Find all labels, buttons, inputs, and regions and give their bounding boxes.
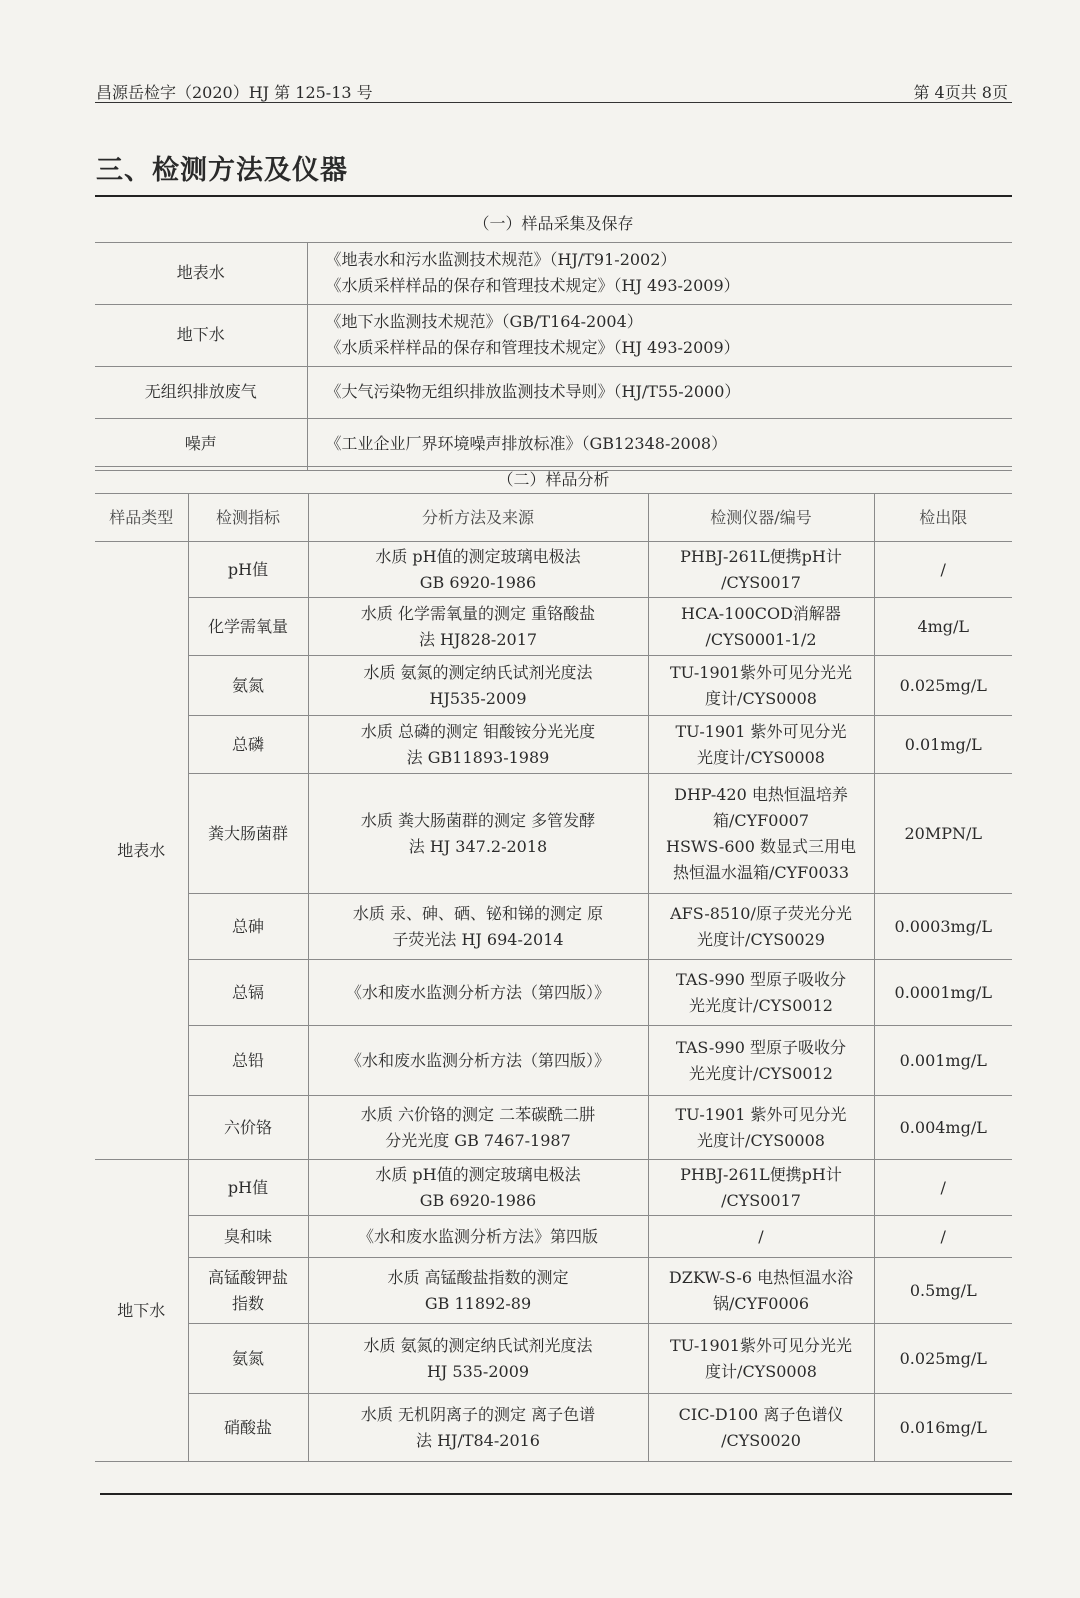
standard-line: 《工业企业厂界环境噪声排放标准》（GB12348-2008） xyxy=(325,434,728,453)
indicator-cell xyxy=(188,542,308,598)
header-divider xyxy=(95,102,1012,103)
detection-limit: 20MPN/L xyxy=(874,774,1012,894)
indicator-line: pH值 xyxy=(227,1177,269,1197)
method-cell xyxy=(308,598,648,656)
indicator-cell xyxy=(188,656,308,716)
indicator-cell xyxy=(188,894,308,960)
instrument-cell xyxy=(648,598,874,656)
indicator-cell xyxy=(188,716,308,774)
method-cell xyxy=(308,1096,648,1160)
sample-type: 地表水 xyxy=(95,242,307,304)
method-line: 《水和废水监测分析方法》第四版 xyxy=(357,1226,598,1246)
indicator-line: 氨氮 xyxy=(231,675,264,695)
indicator-cell xyxy=(188,1160,308,1216)
detection-limit: 0.016mg/L xyxy=(874,1394,1012,1462)
instrument-line: TU-1901紫外可见分光光 xyxy=(669,662,852,682)
instrument-cell xyxy=(648,1160,874,1216)
analysis-row xyxy=(95,1324,1012,1394)
instrument-line: DHP-420 电热恒温培养 xyxy=(674,784,848,804)
instrument-line: 光光度计/CYS0012 xyxy=(689,1063,833,1083)
indicator-line: 硝酸盐 xyxy=(223,1417,272,1437)
standard-line: 《水质采样样品的保存和管理技术规定》（HJ 493-2009） xyxy=(325,276,740,295)
method-line: 水质 氨氮的测定纳氏试剂光度法 xyxy=(363,1335,593,1355)
column-header: 检出限 xyxy=(874,494,1012,542)
sample-type-cell: 地表水 xyxy=(95,542,188,1160)
sampling-table xyxy=(95,206,1012,471)
instrument-line: 光光度计/CYS0012 xyxy=(689,995,833,1015)
instrument-line: AFS-8510/原子荧光分光 xyxy=(670,903,852,923)
sampling-heading-row xyxy=(95,206,1012,242)
sampling-standard xyxy=(307,418,1012,470)
sampling-standard xyxy=(307,366,1012,418)
sample-type: 地下水 xyxy=(95,304,307,366)
method-cell xyxy=(308,1258,648,1324)
indicator-cell xyxy=(188,598,308,656)
instrument-line: 热恒温水温箱/CYF0033 xyxy=(672,862,850,882)
sampling-row xyxy=(95,304,1012,366)
standard-line: 《水质采样样品的保存和管理技术规定》（HJ 493-2009） xyxy=(325,338,740,357)
method-line: 《水和废水监测分析方法（第四版）》 xyxy=(345,982,610,1002)
instrument-line: HSWS-600 数显式三用电 xyxy=(666,836,856,856)
indicator-line: 臭和味 xyxy=(223,1226,272,1246)
method-cell xyxy=(308,716,648,774)
analysis-row xyxy=(95,1160,1012,1216)
method-line: 水质 六价铬的测定 二苯碳酰二肼 xyxy=(360,1104,596,1124)
indicator-line: 高锰酸钾盐 xyxy=(207,1267,288,1287)
instrument-cell xyxy=(648,774,874,894)
method-line: 水质 pH值的测定玻璃电极法 xyxy=(375,1164,581,1184)
document-number: 昌源岳检字（2020）HJ 第 125-13 号 xyxy=(96,83,373,102)
instrument-line: 箱/CYF0007 xyxy=(712,810,810,830)
indicator-cell xyxy=(188,1324,308,1394)
instrument-line: 锅/CYF0006 xyxy=(712,1293,810,1313)
standard-line: 《地表水和污水监测技术规范》（HJ/T91-2002） xyxy=(325,250,677,269)
standard-line: 《地下水监测技术规范》（GB/T164-2004） xyxy=(325,312,643,331)
method-line: 水质 无机阴离子的测定 离子色谱 xyxy=(360,1404,596,1424)
instrument-line: /CYS0017 xyxy=(721,1190,801,1210)
analysis-row xyxy=(95,656,1012,716)
column-header-row xyxy=(95,494,1012,542)
analysis-row xyxy=(95,542,1012,598)
method-line: HJ535-2009 xyxy=(429,688,527,708)
standard-line: 《大气污染物无组织排放监测技术导则》（HJ/T55-2000） xyxy=(325,382,741,401)
indicator-line: pH值 xyxy=(227,559,269,579)
instrument-cell xyxy=(648,1394,874,1462)
instrument-line: 光度计/CYS0029 xyxy=(697,929,825,949)
method-line: 《水和废水监测分析方法（第四版）》 xyxy=(345,1050,610,1070)
analysis-row xyxy=(95,1394,1012,1462)
section-title: 三、检测方法及仪器 xyxy=(96,155,348,186)
instrument-line: PHBJ-261L便携pH计 xyxy=(680,1164,842,1184)
instrument-line: 度计/CYS0008 xyxy=(705,688,817,708)
bottom-rule xyxy=(100,1493,1012,1495)
method-cell xyxy=(308,960,648,1026)
sample-type-cell: 地下水 xyxy=(95,1160,188,1462)
sampling-heading: （一）样品采集及保存 xyxy=(95,206,1012,242)
method-line: 水质 汞、砷、硒、铋和锑的测定 原 xyxy=(352,903,604,923)
analysis-row xyxy=(95,716,1012,774)
instrument-cell xyxy=(648,1216,874,1258)
method-line: 法 HJ 347.2-2018 xyxy=(408,836,548,856)
analysis-row xyxy=(95,894,1012,960)
instrument-line: 光度计/CYS0008 xyxy=(697,747,825,767)
title-rule xyxy=(95,195,1012,197)
method-cell xyxy=(308,1324,648,1394)
indicator-cell xyxy=(188,1026,308,1096)
column-header: 分析方法及来源 xyxy=(308,494,648,542)
detection-limit: 0.5mg/L xyxy=(874,1258,1012,1324)
instrument-cell xyxy=(648,1096,874,1160)
indicator-line: 总镉 xyxy=(231,982,264,1002)
indicator-line: 六价铬 xyxy=(223,1117,272,1137)
method-line: 水质 粪大肠菌群的测定 多管发酵 xyxy=(360,810,596,830)
method-cell xyxy=(308,894,648,960)
instrument-line: /CYS0001-1/2 xyxy=(705,629,817,649)
method-line: 子荧光法 HJ 694-2014 xyxy=(392,929,564,949)
instrument-cell xyxy=(648,716,874,774)
method-line: 法 HJ/T84-2016 xyxy=(415,1430,540,1450)
detection-limit: 0.0003mg/L xyxy=(874,894,1012,960)
sampling-standard xyxy=(307,242,1012,304)
detection-limit: 4mg/L xyxy=(874,598,1012,656)
sampling-row xyxy=(95,242,1012,304)
indicator-line: 总砷 xyxy=(231,916,264,936)
method-cell xyxy=(308,1216,648,1258)
instrument-line: 度计/CYS0008 xyxy=(705,1361,817,1381)
method-line: GB 6920-1986 xyxy=(419,1190,537,1210)
instrument-line: HCA-100COD消解器 xyxy=(681,603,841,623)
method-line: 水质 化学需氧量的测定 重铬酸盐 xyxy=(360,603,596,623)
indicator-line: 总铅 xyxy=(231,1050,264,1070)
instrument-line: /CYS0020 xyxy=(721,1430,801,1450)
instrument-line: PHBJ-261L便携pH计 xyxy=(680,546,842,566)
method-cell xyxy=(308,774,648,894)
analysis-heading-row xyxy=(95,467,1012,494)
instrument-cell xyxy=(648,1324,874,1394)
detection-limit: 0.004mg/L xyxy=(874,1096,1012,1160)
method-cell xyxy=(308,656,648,716)
method-line: 水质 pH值的测定玻璃电极法 xyxy=(375,546,581,566)
analysis-row xyxy=(95,598,1012,656)
instrument-line: DZKW-S-6 电热恒温水浴 xyxy=(668,1267,854,1287)
method-line: 水质 总磷的测定 钼酸铵分光光度 xyxy=(360,721,596,741)
instrument-cell xyxy=(648,894,874,960)
instrument-line: TU-1901紫外可见分光光 xyxy=(669,1335,852,1355)
instrument-line: CIC-D100 离子色谱仪 xyxy=(678,1404,844,1424)
indicator-cell xyxy=(188,1096,308,1160)
instrument-line: 光度计/CYS0008 xyxy=(697,1130,825,1150)
instrument-cell xyxy=(648,542,874,598)
indicator-line: 氨氮 xyxy=(231,1348,264,1368)
analysis-row xyxy=(95,1096,1012,1160)
instrument-line: / xyxy=(758,1226,764,1246)
detection-limit: 0.01mg/L xyxy=(874,716,1012,774)
indicator-line: 化学需氧量 xyxy=(207,616,288,636)
method-line: HJ 535-2009 xyxy=(426,1361,530,1381)
method-cell xyxy=(308,1026,648,1096)
method-line: 法 GB11893-1989 xyxy=(406,747,550,767)
sampling-row xyxy=(95,418,1012,470)
method-line: 分光光度 GB 7467-1987 xyxy=(385,1130,571,1150)
indicator-line: 粪大肠菌群 xyxy=(207,823,288,843)
detection-limit: 0.0001mg/L xyxy=(874,960,1012,1026)
method-cell xyxy=(308,542,648,598)
indicator-cell xyxy=(188,774,308,894)
method-cell xyxy=(308,1160,648,1216)
analysis-table xyxy=(95,466,1012,1462)
analysis-row xyxy=(95,1026,1012,1096)
column-header: 样品类型 xyxy=(95,494,188,542)
instrument-line: TAS-990 型原子吸收分 xyxy=(676,1037,846,1057)
indicator-cell xyxy=(188,960,308,1026)
detection-limit: / xyxy=(874,542,1012,598)
method-cell xyxy=(308,1394,648,1462)
instrument-cell xyxy=(648,656,874,716)
sampling-standard xyxy=(307,304,1012,366)
column-header: 检测指标 xyxy=(188,494,308,542)
indicator-line: 指数 xyxy=(231,1293,264,1313)
analysis-row xyxy=(95,1216,1012,1258)
sampling-row xyxy=(95,366,1012,418)
instrument-line: TU-1901 紫外可见分光 xyxy=(675,721,847,741)
indicator-cell xyxy=(188,1258,308,1324)
instrument-cell xyxy=(648,1026,874,1096)
detection-limit: 0.001mg/L xyxy=(874,1026,1012,1096)
detection-limit: / xyxy=(874,1216,1012,1258)
method-line: GB 6920-1986 xyxy=(419,572,537,592)
instrument-cell xyxy=(648,960,874,1026)
instrument-line: TAS-990 型原子吸收分 xyxy=(676,969,846,989)
detection-limit: / xyxy=(874,1160,1012,1216)
instrument-cell xyxy=(648,1258,874,1324)
method-line: GB 11892-89 xyxy=(424,1293,532,1313)
method-line: 水质 氨氮的测定纳氏试剂光度法 xyxy=(363,662,593,682)
detection-limit: 0.025mg/L xyxy=(874,1324,1012,1394)
analysis-heading: （二）样品分析 xyxy=(95,467,1012,494)
indicator-cell xyxy=(188,1216,308,1258)
indicator-line: 总磷 xyxy=(231,734,264,754)
analysis-row xyxy=(95,1258,1012,1324)
instrument-line: TU-1901 紫外可见分光 xyxy=(675,1104,847,1124)
instrument-line: /CYS0017 xyxy=(721,572,801,592)
column-header: 检测仪器/编号 xyxy=(648,494,874,542)
method-line: 水质 高锰酸盐指数的测定 xyxy=(387,1267,569,1287)
sample-type: 无组织排放废气 xyxy=(95,366,307,418)
detection-limit: 0.025mg/L xyxy=(874,656,1012,716)
sample-type: 噪声 xyxy=(95,418,307,470)
indicator-cell xyxy=(188,1394,308,1462)
method-line: 法 HJ828-2017 xyxy=(418,629,538,649)
page-indicator: 第 4页共 8页 xyxy=(913,83,1008,102)
analysis-row xyxy=(95,774,1012,894)
analysis-row xyxy=(95,960,1012,1026)
